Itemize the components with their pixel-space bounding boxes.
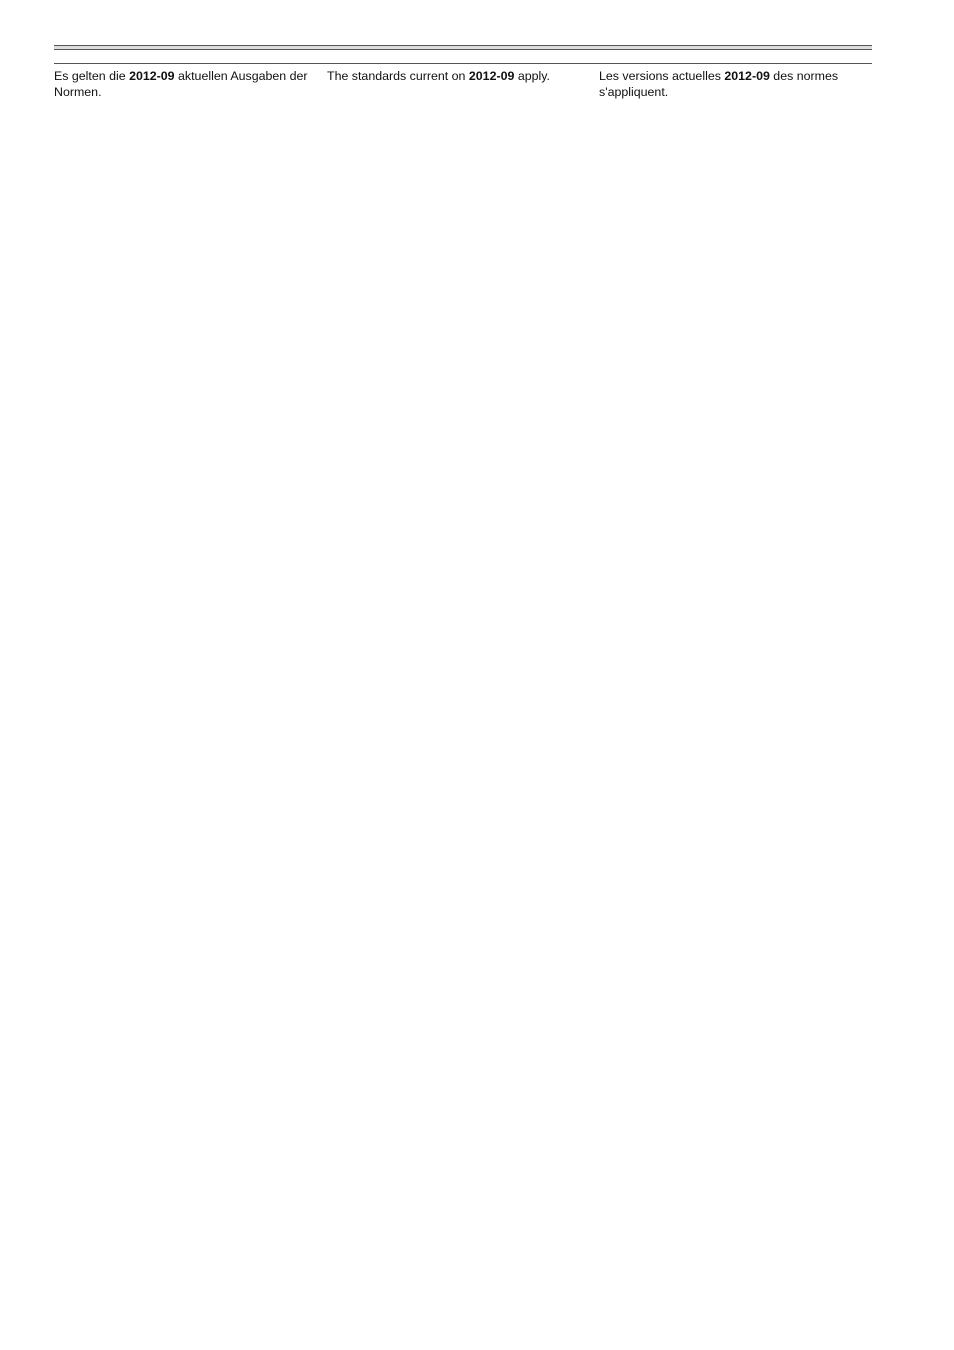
- standards-note: [54, 68, 872, 100]
- standards-note-en: The standards current on 2012-09 apply.: [327, 69, 550, 83]
- spacer-row: [54, 50, 872, 64]
- technical-data-table: [54, 45, 872, 64]
- table-body: [54, 46, 872, 64]
- document-page: [54, 45, 872, 100]
- standards-note-fr: Les versions actuelles 2012-09 des normes s'appliquent.: [599, 69, 839, 99]
- standards-note-de: Es gelten die 2012-09 aktuellen Ausgaben der Normen.: [54, 69, 308, 99]
